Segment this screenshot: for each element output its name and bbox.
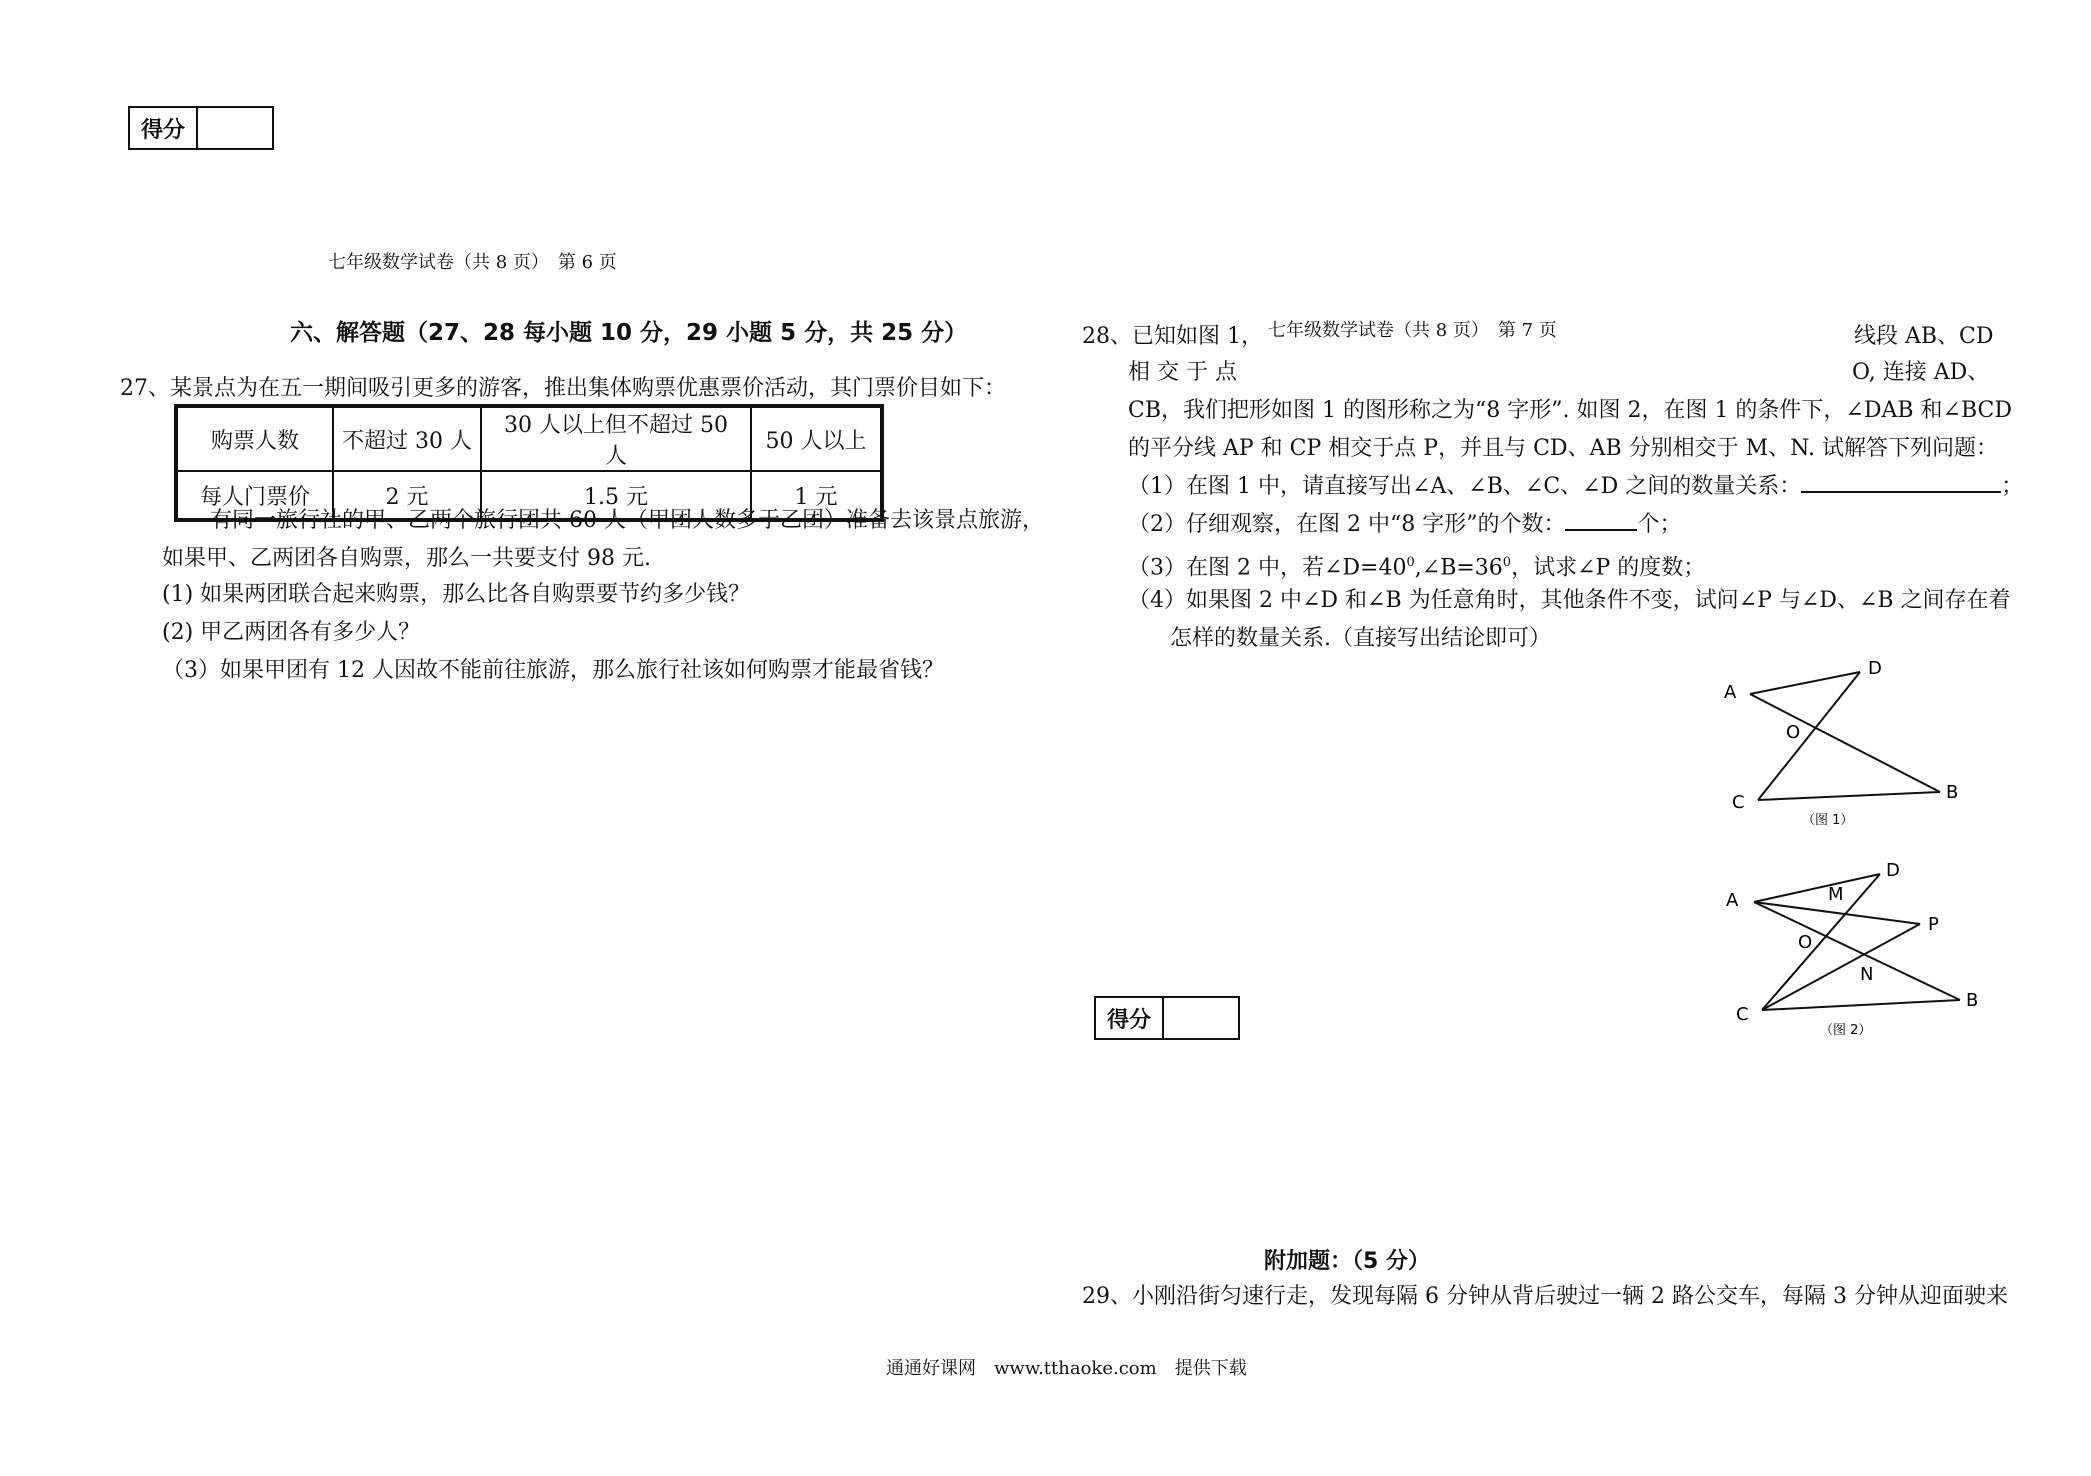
left-page-footer: 七年级数学试卷（共 8 页） 第 6 页 (328, 252, 617, 273)
q27-para1: 有同一旅行社的甲、乙两个旅行团共 60 人（甲团人数多于乙团）准备去该景点旅游， (210, 508, 1044, 533)
q27-stem: 27、某景点为在五一期间吸引更多的游客，推出集体购票优惠票价活动，其门票价目如下： (120, 376, 1006, 401)
bottom-footer: 通通好课网 www.tthaoke.com 提供下载 (886, 1358, 1247, 1379)
segment-cb (1762, 1000, 1960, 1010)
q28-line1-left: 28、已知如图 1， (1082, 324, 1263, 349)
figure-2-diagram (1710, 850, 1990, 1040)
q28-sub4-l1: （4）如果图 2 中∠D 和∠B 为任意角时，其他条件不变，试问∠P 与∠D、∠B 之间存在着 (1128, 588, 2011, 613)
fig1-caption: （图 1） (1802, 813, 1854, 828)
q29-text: 29、小刚沿街匀速行走，发现每隔 6 分钟从背后驶过一辆 2 路公交车，每隔 3 分钟从迎面驶来 (1082, 1284, 2008, 1309)
q28-sub2-text: （2）仔细观察，在图 2 中“8 字形”的个数： (1128, 512, 1566, 537)
fig2-label-c: C (1736, 1004, 1749, 1025)
q27-para2: 如果甲、乙两团各自购票，那么一共要支付 98 元. (162, 546, 651, 571)
fig2-label-d: D (1886, 860, 1900, 881)
table-cell: 50 人以上 (751, 407, 881, 471)
q27-sub1: (1) 如果两团联合起来购票，那么比各自购票要节约多少钱？ (162, 582, 751, 607)
q28-sub4-l2: 怎样的数量关系.（直接写出结论即可） (1170, 626, 1551, 651)
q28-line3: CB，我们把形如图 1 的图形称之为“8 字形”. 如图 2，在图 1 的条件下，∠DAB 和∠BCD (1128, 398, 2013, 423)
fig2-label-n: N (1860, 964, 1874, 985)
fig2-label-o: O (1798, 932, 1813, 953)
fig2-label-m: M (1828, 884, 1844, 905)
fig2-label-p: P (1928, 914, 1939, 935)
score-value-field[interactable] (198, 108, 272, 148)
q27-sub3: （3）如果甲团有 12 人因故不能前往旅游，那么旅行社该如何购票才能最省钱？ (162, 658, 944, 683)
fig2-label-a: A (1726, 890, 1739, 911)
table-row (177, 407, 881, 471)
segment-ab (1750, 694, 1940, 792)
segment-dc (1762, 874, 1880, 1010)
q28-sub3-c: ，试求∠P 的度数； (1511, 555, 1706, 581)
score-value-field[interactable] (1164, 998, 1238, 1038)
q28-line4: 的平分线 AP 和 CP 相交于点 P，并且与 CD、AB 分别相交于 M、N. 试解答下列问题： (1128, 436, 1998, 461)
score-label: 得分 (1096, 998, 1164, 1038)
q28-sub1-end: ； (2001, 474, 2024, 499)
q28-sub2-end: 个； (1637, 512, 1682, 537)
q28-sub3-sup2: 0 (1502, 555, 1512, 570)
section-title: 六、解答题（27、28 每小题 10 分，29 小题 5 分，共 25 分） (290, 320, 968, 346)
q27-sub2: (2) 甲乙两团各有多少人？ (162, 620, 421, 645)
table-cell: 1.5 元 (481, 471, 751, 519)
fig1-label-a: A (1724, 682, 1737, 703)
table-cell: 1 元 (751, 471, 881, 519)
q28-sub2 (1128, 510, 1681, 540)
score-box-left (128, 106, 274, 150)
q28-line2-right: O, 连接 AD、 (1852, 360, 1990, 385)
q28-sub3-b: ,∠B=36 (1414, 555, 1503, 581)
segment-ad (1754, 874, 1880, 902)
fig2-label-b: B (1966, 990, 1979, 1011)
segment-cb (1758, 792, 1940, 800)
table-cell: 不超过 30 人 (333, 407, 481, 471)
q28-line1-right: 线段 AB、CD (1854, 324, 1994, 349)
score-box-right (1094, 996, 1240, 1040)
q28-sub3 (1128, 548, 1705, 583)
figure-1-diagram (1710, 650, 1970, 830)
score-label: 得分 (130, 108, 198, 148)
table-cell: 购票人数 (177, 407, 333, 471)
fig1-label-b: B (1946, 782, 1959, 803)
q28-sub3-sup1: 0 (1406, 555, 1415, 570)
q28-line2-left: 相 交 于 点 (1128, 360, 1237, 385)
segment-ad (1750, 672, 1860, 694)
q28-sub1-text: （1）在图 1 中，请直接写出∠A、∠B、∠C、∠D 之间的数量关系： (1128, 474, 1802, 499)
table-cell: 2 元 (333, 471, 481, 519)
answer-blank-2[interactable] (1565, 529, 1637, 531)
table-cell: 30 人以上但不超过 50 人 (481, 407, 751, 471)
ticket-price-table (176, 406, 882, 520)
table-cell: 每人门票价 (177, 471, 333, 519)
fig2-caption: （图 2） (1820, 1023, 1872, 1038)
segment-cp (1762, 924, 1920, 1010)
q28-sub3-a: （3）在图 2 中，若∠D=40 (1128, 555, 1407, 581)
answer-blank-1[interactable] (1801, 491, 2001, 493)
q28-sub1 (1128, 472, 2023, 502)
fig1-label-d: D (1868, 658, 1882, 679)
extra-question-title: 附加题：（5 分） (1264, 1249, 1430, 1274)
segment-dc (1758, 672, 1860, 800)
right-page-header: 七年级数学试卷（共 8 页） 第 7 页 (1268, 320, 1557, 341)
fig1-label-o: O (1786, 722, 1801, 743)
fig1-label-c: C (1732, 792, 1745, 813)
